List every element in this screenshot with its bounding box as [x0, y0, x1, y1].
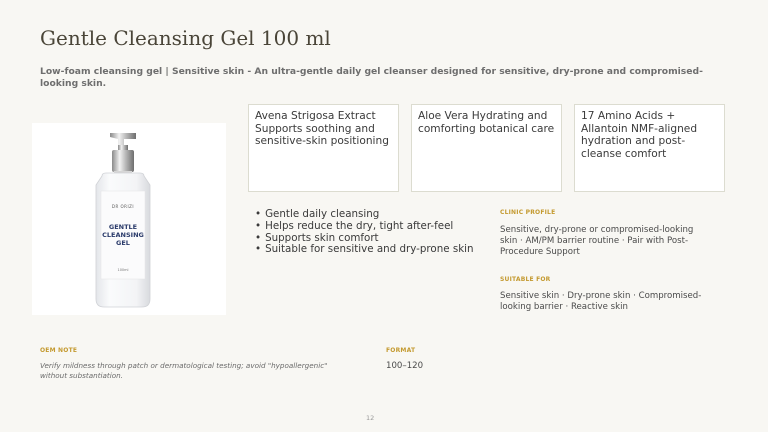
list-item: • Supports skin comfort	[255, 233, 485, 245]
bottle-name-line-2: CLEANSING	[102, 231, 144, 239]
clinic-profile-label: CLINIC PROFILE	[500, 209, 556, 216]
ingredient-card-aloe: Aloe Vera Hydrating and comforting botanical care	[411, 104, 562, 192]
format-label: FORMAT	[386, 347, 416, 354]
bottle-volume-text: 100ml	[117, 268, 129, 272]
page-subtitle: Low-foam cleansing gel | Sensitive skin - An ultra-gentle daily gel cleanser designed for sensitive, dry-prone and compromised-looking skin.	[40, 66, 703, 89]
clinic-profile-text: Sensitive, dry-prone or compromised-looking skin · AM/PM barrier routine · Pair with Post-Procedure Support	[500, 225, 694, 257]
suitable-for-text: Sensitive skin · Dry-prone skin · Compromised-looking barrier · Reactive skin	[500, 291, 702, 312]
page-number: 12	[366, 414, 375, 422]
oem-note-text: Verify mildness through patch or dermatological testing; avoid "hypoallergenic" without substantiation.	[40, 361, 328, 380]
oem-note-label: OEM NOTE	[40, 347, 78, 354]
product-image	[32, 123, 226, 315]
suitable-for-label: SUITABLE FOR	[500, 276, 551, 283]
benefit-list	[255, 209, 485, 256]
product-bottle-illustration	[32, 123, 226, 315]
format-value: 100–120	[386, 361, 424, 371]
list-item: • Suitable for sensitive and dry-prone skin	[255, 244, 485, 256]
ingredient-card-amino: 17 Amino Acids + Allantoin NMF-aligned hydration and post-cleanse comfort	[574, 104, 725, 192]
list-item: • Helps reduce the dry, tight after-feel	[255, 221, 485, 233]
ingredient-card-avena: Avena Strigosa Extract Supports soothing and sensitive-skin positioning	[248, 104, 399, 192]
bottle-name-line-1: GENTLE	[108, 223, 138, 231]
bottle-brand-text: DR ORIZI	[111, 204, 135, 209]
bottle-name-line-3: GEL	[116, 239, 130, 247]
page-title: Gentle Cleansing Gel 100 ml	[40, 26, 331, 50]
list-item: • Gentle daily cleansing	[255, 209, 485, 221]
